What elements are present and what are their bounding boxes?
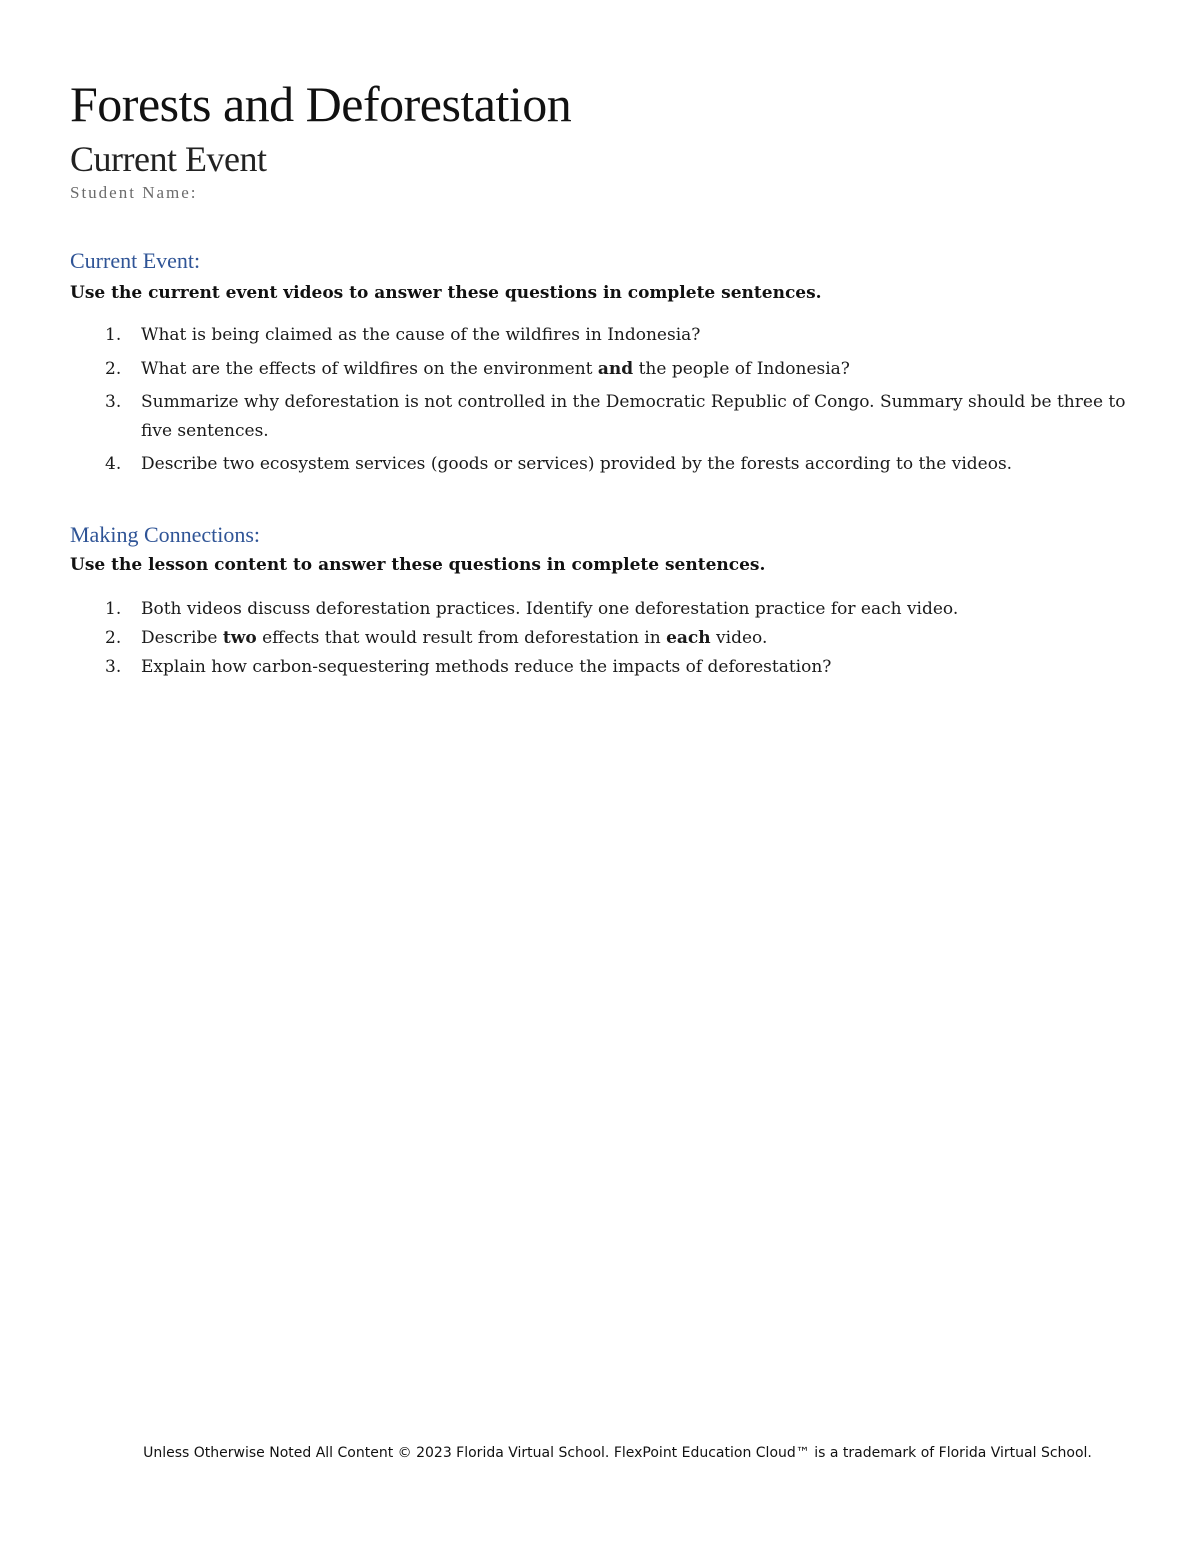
- student-name-label: Student Name:: [70, 183, 198, 202]
- current-event-question-2: [70, 355, 1130, 384]
- question-number: 2.: [105, 628, 122, 648]
- question-text: effects that would result from deforestation in: [256, 628, 667, 648]
- question-emphasis: and: [597, 359, 634, 379]
- current-event-question-list: [70, 321, 1130, 479]
- current-event-heading: Current Event:: [70, 248, 201, 273]
- question-number: 1.: [105, 325, 122, 345]
- question-text: Explain how carbon-sequestering methods reduce the impacts of deforestation?: [141, 657, 832, 677]
- document-subtitle: Current Event: [70, 139, 267, 179]
- making-connections-question-1: [70, 595, 1130, 624]
- question-number: 1.: [105, 599, 122, 619]
- question-number: 4.: [105, 454, 122, 474]
- current-event-instruction: Use the current event videos to answer these questions in complete sentences.: [70, 283, 822, 303]
- question-emphasis: two: [222, 628, 257, 648]
- current-event-question-1: [70, 321, 1130, 350]
- copyright-footer: Unless Otherwise Noted All Content © 2023 Florida Virtual School. FlexPoint Education Cloud™ is a trademark of Florida Virtual School.: [143, 1445, 1092, 1461]
- question-text: Describe two ecosystem services (goods or services) provided by the forests according to the videos.: [141, 454, 1013, 474]
- making-connections-question-2: [70, 624, 1130, 653]
- making-connections-question-list: [70, 595, 1130, 682]
- question-text: What are the effects of wildfires on the environment: [141, 359, 598, 379]
- question-emphasis: each: [666, 628, 711, 648]
- current-event-question-3: [70, 388, 1130, 446]
- question-text: the people of Indonesia?: [633, 359, 850, 379]
- question-number: 2.: [105, 359, 122, 379]
- question-text: What is being claimed as the cause of the wildfires in Indonesia?: [141, 325, 701, 345]
- question-number: 3.: [105, 657, 122, 677]
- question-text: Describe: [141, 628, 223, 648]
- question-text: Summarize why deforestation is not controlled in the Democratic Republic of Congo. Summary should be three to five sentences.: [141, 392, 1126, 441]
- question-text: Both videos discuss deforestation practices. Identify one deforestation practice for each video.: [141, 599, 959, 619]
- making-connections-heading: Making Connections:: [70, 522, 261, 547]
- current-event-question-4: [70, 450, 1130, 479]
- question-number: 3.: [105, 392, 122, 412]
- question-text: video.: [710, 628, 768, 648]
- making-connections-instruction: Use the lesson content to answer these questions in complete sentences.: [70, 555, 766, 575]
- making-connections-question-3: [70, 653, 1130, 682]
- document-title: Forests and Deforestation: [70, 76, 572, 132]
